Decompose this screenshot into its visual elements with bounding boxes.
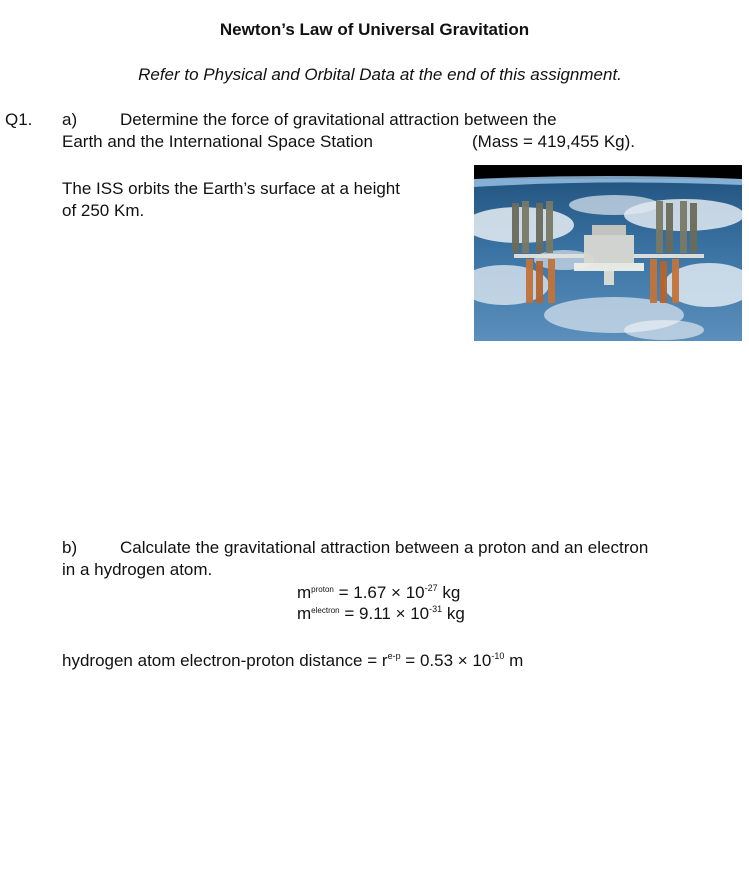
iss-orbit-line2: of 250 Km. (62, 201, 145, 220)
question-number: Q1. (5, 110, 33, 129)
part-a-line1: Determine the force of gravitational attraction between the (120, 110, 557, 129)
page-subtitle: Refer to Physical and Orbital Data at the end of this assignment. (138, 65, 622, 84)
page-title: Newton’s Law of Universal Gravitation (219, 20, 530, 39)
iss-mass: (Mass = 419,455 Kg). (472, 132, 636, 151)
iss-photo (474, 165, 742, 341)
electron-mass: $m^{electron} = 9.11 \times 10^{-31}$ kg (297, 604, 465, 623)
proton-mass: $m^{proton} = 1.67 \times 10^{-27}$ kg (297, 583, 461, 602)
electron-proton-distance: hydrogen atom electron-proton distance = $r^{e-p} = 0.53 \times 10^{-10}$ m (62, 651, 524, 670)
part-b-label: b) (62, 538, 78, 557)
part-b-line2: in a hydrogen atom. (62, 560, 213, 579)
part-b-line1: Calculate the gravitational attraction between a proton and an electron (120, 538, 649, 557)
part-a-label: a) (62, 110, 78, 129)
iss-orbit-line1: The ISS orbits the Earth’s surface at a height (62, 179, 400, 198)
part-a-line2: Earth and the International Space Station (62, 132, 373, 151)
